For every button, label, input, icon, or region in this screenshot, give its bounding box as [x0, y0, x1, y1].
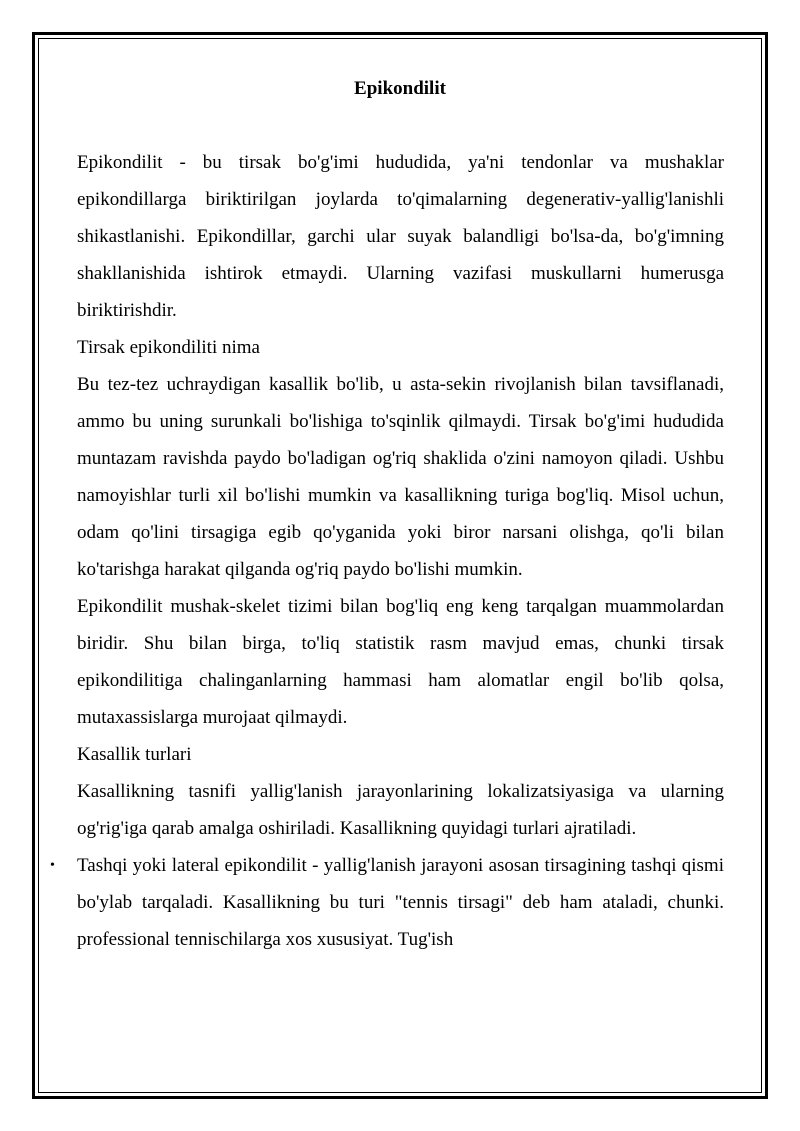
subheading-what-is: Tirsak epikondiliti nima: [77, 337, 260, 358]
paragraph-prevalence: Epikondilit mushak-skelet tizimi bilan bog'liq eng keng tarqalgan muammolardan biridir. Shu bilan birga, to'liq statistik rasm mavjud emas, chunki tirsak epikondilitiga chalinganlarning hammasi ham alomatlar engil bo'lib qolsa, mutaxassislarga murojaat qilmaydi.: [77, 596, 724, 728]
paragraph-intro: Epikondilit - bu tirsak bo'g'imi hududida, ya'ni tendonlar va mushaklar epikondillarga biriktirilgan joylarda to'qimalarning degenerativ-yallig'lanishli shikastlanishi. Epikondillar, garchi ular suyak balandligi bo'lsa-da, bo'g'imning shakllanishida ishtirok etmaydi. Ularning vazifasi muskullarni humerusga biriktirishdir.: [77, 152, 724, 321]
document-body: [50, 144, 724, 958]
bullet-icon: •: [50, 858, 55, 873]
subheading-types: Kasallik turlari: [77, 744, 192, 765]
paragraph-classification: Kasallikning tasnifi yallig'lanish jarayonlarining lokalizatsiyasiga va ularning og'rig'iga qarab amalga oshiriladi. Kasallikning quyidagi turlari ajratiladi.: [77, 781, 724, 839]
list-item: [50, 847, 724, 958]
paragraph-description: Bu tez-tez uchraydigan kasallik bo'lib, u asta-sekin rivojlanish bilan tavsiflanadi, ammo bu uning surunkali bo'lishiga to'sqinlik qilmaydi. Tirsak bo'g'imi hududida muntazam ravishda paydo bo'ladigan og'riq shaklida o'zini namoyon qiladi. Ushbu namoyishlar turli xil bo'lishi mumkin va kasallikning turiga bog'liq. Misol uchun, odam qo'lini tirsagiga egib qo'yganida yoki biror narsani olishga, qo'li bilan ko'tarishga harakat qilganda og'riq paydo bo'lishi mumkin.: [77, 374, 724, 580]
document-title: Epikondilit: [354, 78, 446, 99]
list-item-text: Tashqi yoki lateral epikondilit - yallig'lanish jarayoni asosan tirsagining tashqi qismi bo'ylab tarqaladi. Kasallikning bu turi "tennis tirsagi" deb ham ataladi, chunki. professional tennischilarga xos xususiyat. Tug'ish: [77, 855, 724, 950]
types-list: [50, 847, 724, 958]
